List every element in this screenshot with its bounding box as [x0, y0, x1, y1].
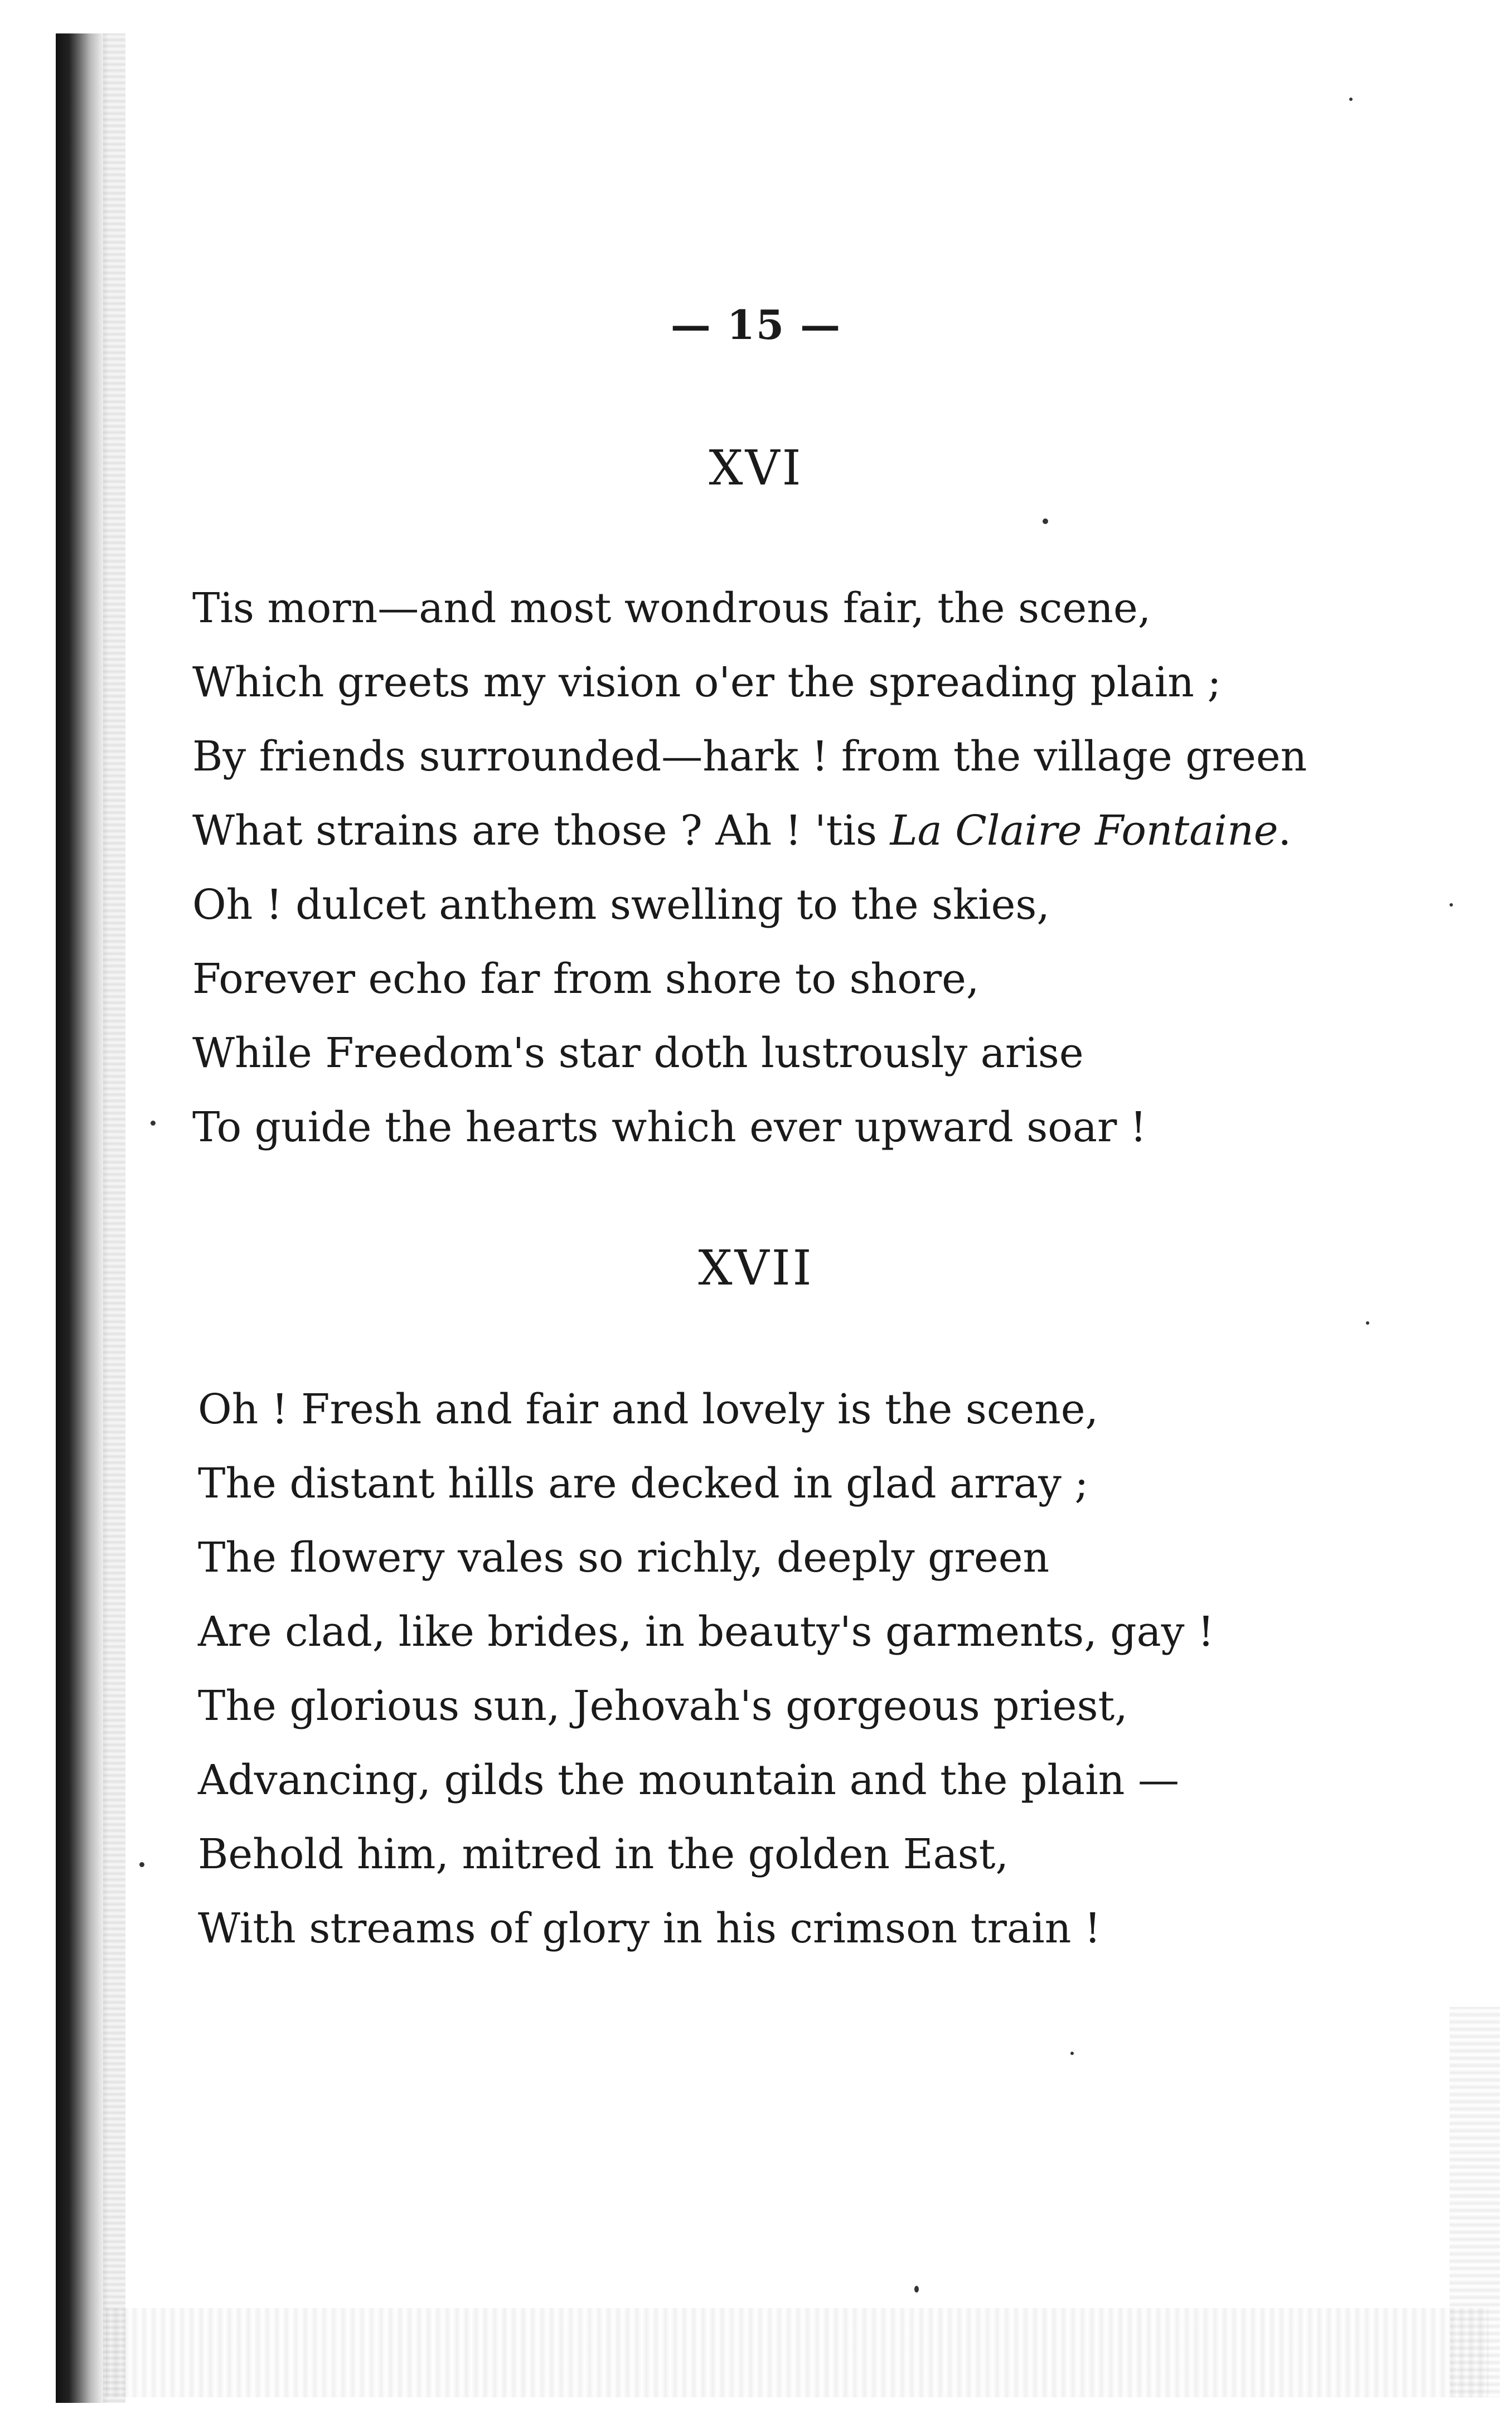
bottom-smudge: [106, 2308, 1489, 2397]
verse-line: With streams of glory in his crimson train !: [198, 1904, 1101, 1952]
scan-speck: [139, 1862, 144, 1867]
verse-line: [192, 794, 1307, 868]
scan-speck: [1450, 903, 1453, 907]
scan-speck: [151, 1121, 156, 1126]
scan-speck: [1070, 2052, 1074, 2055]
scan-speck: [1366, 1321, 1369, 1325]
verse-line: The glorious sun, Jehovah's gorgeous priest,: [198, 1682, 1128, 1730]
verse-line: While Freedom's star doth lustrously arise: [192, 1029, 1084, 1077]
scan-speck: [1349, 98, 1353, 101]
scan-speck: [914, 2286, 919, 2293]
verse-line: Which greets my vision o'er the spreading plain ;: [192, 658, 1222, 706]
stanza-xvi: [192, 571, 1307, 1165]
binding-edge: [56, 33, 109, 2403]
scan-speck: [1043, 518, 1048, 524]
stanza-xvii: [198, 1373, 1313, 1966]
right-smudge: [1450, 2007, 1500, 2397]
verse-line-end: .: [1278, 807, 1292, 855]
verse-line: Behold him, mitred in the golden East,: [198, 1830, 1009, 1878]
page-number: — 15 —: [670, 301, 842, 348]
binding-shadow: [103, 33, 125, 2403]
verse-line: Are clad, like brides, in beauty's garments, gay !: [198, 1608, 1214, 1656]
verse-line: Oh ! Fresh and fair and lovely is the scene,: [198, 1385, 1099, 1433]
section-heading-xvii: XVII: [698, 1240, 814, 1296]
verse-line: Oh ! dulcet anthem swelling to the skies,: [192, 881, 1050, 929]
song-title: La Claire Fontaine: [890, 807, 1278, 855]
verse-line: To guide the hearts which ever upward soar !: [192, 1103, 1147, 1151]
verse-line: Tis morn—and most wondrous fair, the scene,: [192, 584, 1151, 632]
verse-line: Advancing, gilds the mountain and the plain —: [198, 1756, 1179, 1804]
verse-line: The flowery vales so richly, deeply green: [198, 1534, 1050, 1582]
section-heading-xvi: XVI: [709, 440, 803, 496]
verse-line: The distant hills are decked in glad array ;: [198, 1460, 1089, 1508]
verse-line: By friends surrounded—hark ! from the village green: [192, 733, 1307, 781]
verse-line: Forever echo far from shore to shore,: [192, 955, 980, 1003]
verse-line-text: What strains are those ? Ah ! 'tis: [192, 807, 890, 855]
